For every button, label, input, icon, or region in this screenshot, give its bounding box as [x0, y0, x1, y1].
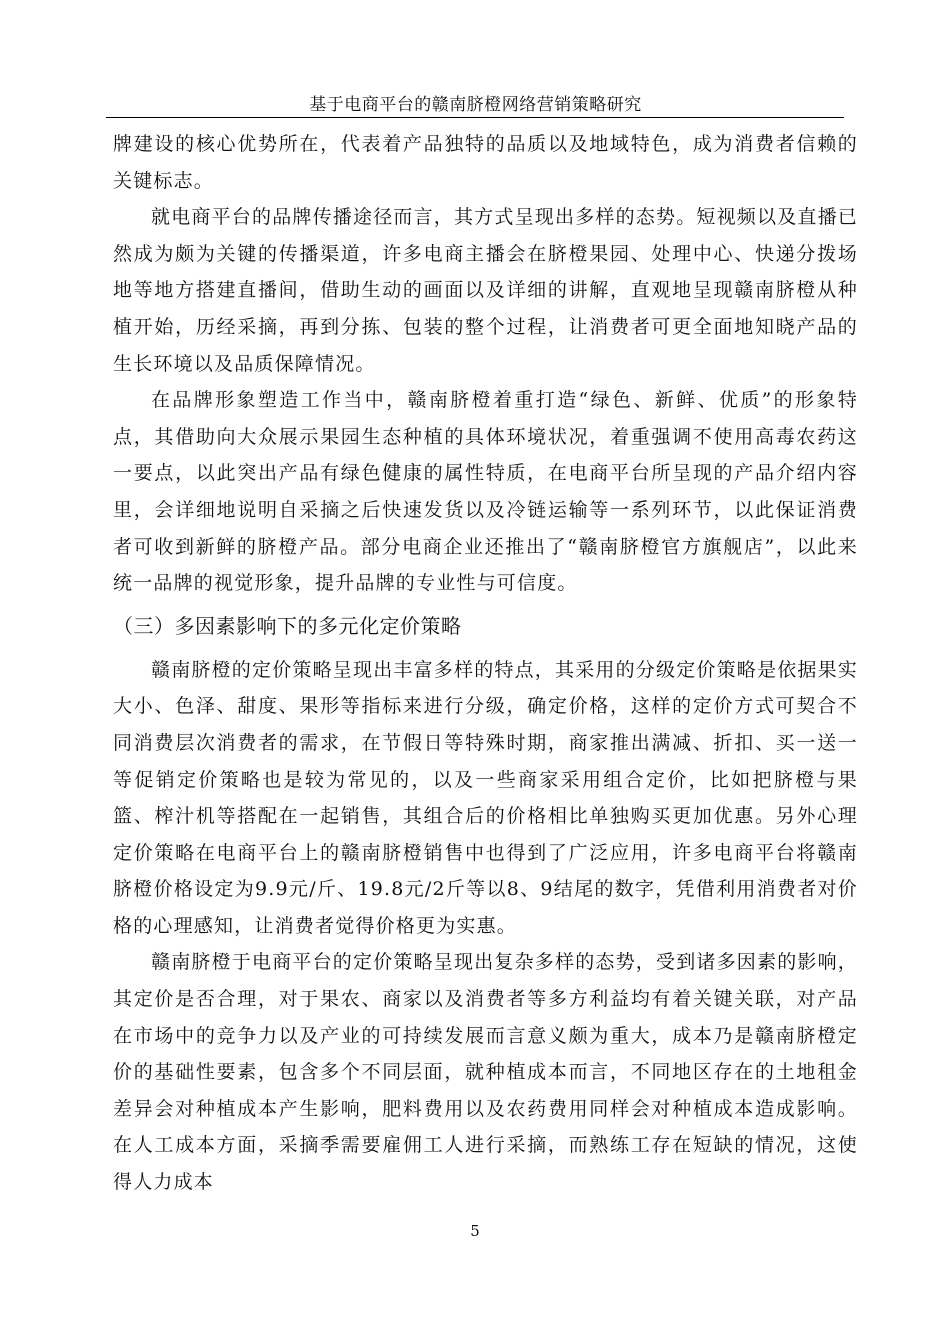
paragraph: 在品牌形象塑造工作当中，赣南脐橙着重打造“绿色、新鲜、优质”的形象特点，其借助向大众展示果园生态种植的具体环境状况，着重强调不使用高毒农药这一要点，以此突出产品有绿色健康的属性特质，在电商平台所呈现的产品介绍内容里，会详细地说明自采摘之后快速发货以及冷链运输等一系列环节，以此保证消费者可收到新鲜的脐橙产品。部分电商企业还推出了“赣南脐橙官方旗舰店”，以此来统一品牌的视觉形象，提升品牌的专业性与可信度。 [113, 389, 858, 595]
paragraph-continued: 牌建设的核心优势所在，代表着产品独特的品质以及地域特色，成为消费者信赖的关键标志。 [113, 133, 858, 192]
header-rule [106, 117, 844, 118]
paragraph: 赣南脐橙于电商平台的定价策略呈现出复杂多样的态势，受到诸多因素的影响，其定价是否合理，对于果农、商家以及消费者等多方利益均有着关键关联，对产品在市场中的竞争力以及产业的可持续发展而言意义颇为重大，成本乃是赣南脐橙定价的基础性要素，包含多个不同层面，就种植成本而言，不同地区存在的土地租金差异会对种植成本产生影响，肥料费用以及农药费用同样会对种植成本造成影响。在人工成本方面，采摘季需要雇佣工人进行采摘，而熟练工存在短缺的情况，这使得人力成本 [113, 951, 859, 1194]
paragraph: 赣南脐橙的定价策略呈现出丰富多样的特点，其采用的分级定价策略是依据果实大小、色泽、甜度、果形等指标来进行分级，确定价格，这样的定价方式可契合不同消费层次消费者的需求，在节假日等特殊时期，商家推出满减、折扣、买一送一等促销定价策略也是较为常见的，以及一些商家采用组合定价，比如把脐橙与果篮、榨汁机等搭配在一起销售，其组合后的价格相比单独购买更加优惠。另外心理定价策略在电商平台上的赣南脐橙销售中也得到了广泛应用，许多电商平台将赣南脐橙价格设定为9.9元/斤、19.8元/2斤等以8、9结尾的数字，凭借利用消费者对价格的心理感知，让消费者觉得价格更为实惠。 [113, 658, 859, 937]
section-heading: （三）多因素影响下的多元化定价策略 [113, 613, 462, 638]
running-header: 基于电商平台的赣南脐橙网络营销策略研究 [309, 95, 642, 115]
page-number: 5 [470, 1222, 480, 1240]
body-text [113, 126, 858, 1201]
paragraph: 就电商平台的品牌传播途径而言，其方式呈现出多样的态势。短视频以及直播已然成为颇为关键的传播渠道，许多电商主播会在脐橙果园、处理中心、快递分拨场地等地方搭建直播间，借助生动的画面以及详细的讲解，直观地呈现赣南脐橙从种植开始，历经采摘，再到分拣、包装的整个过程，让消费者可更全面地知晓产品的生长环境以及品质保障情况。 [113, 206, 859, 375]
